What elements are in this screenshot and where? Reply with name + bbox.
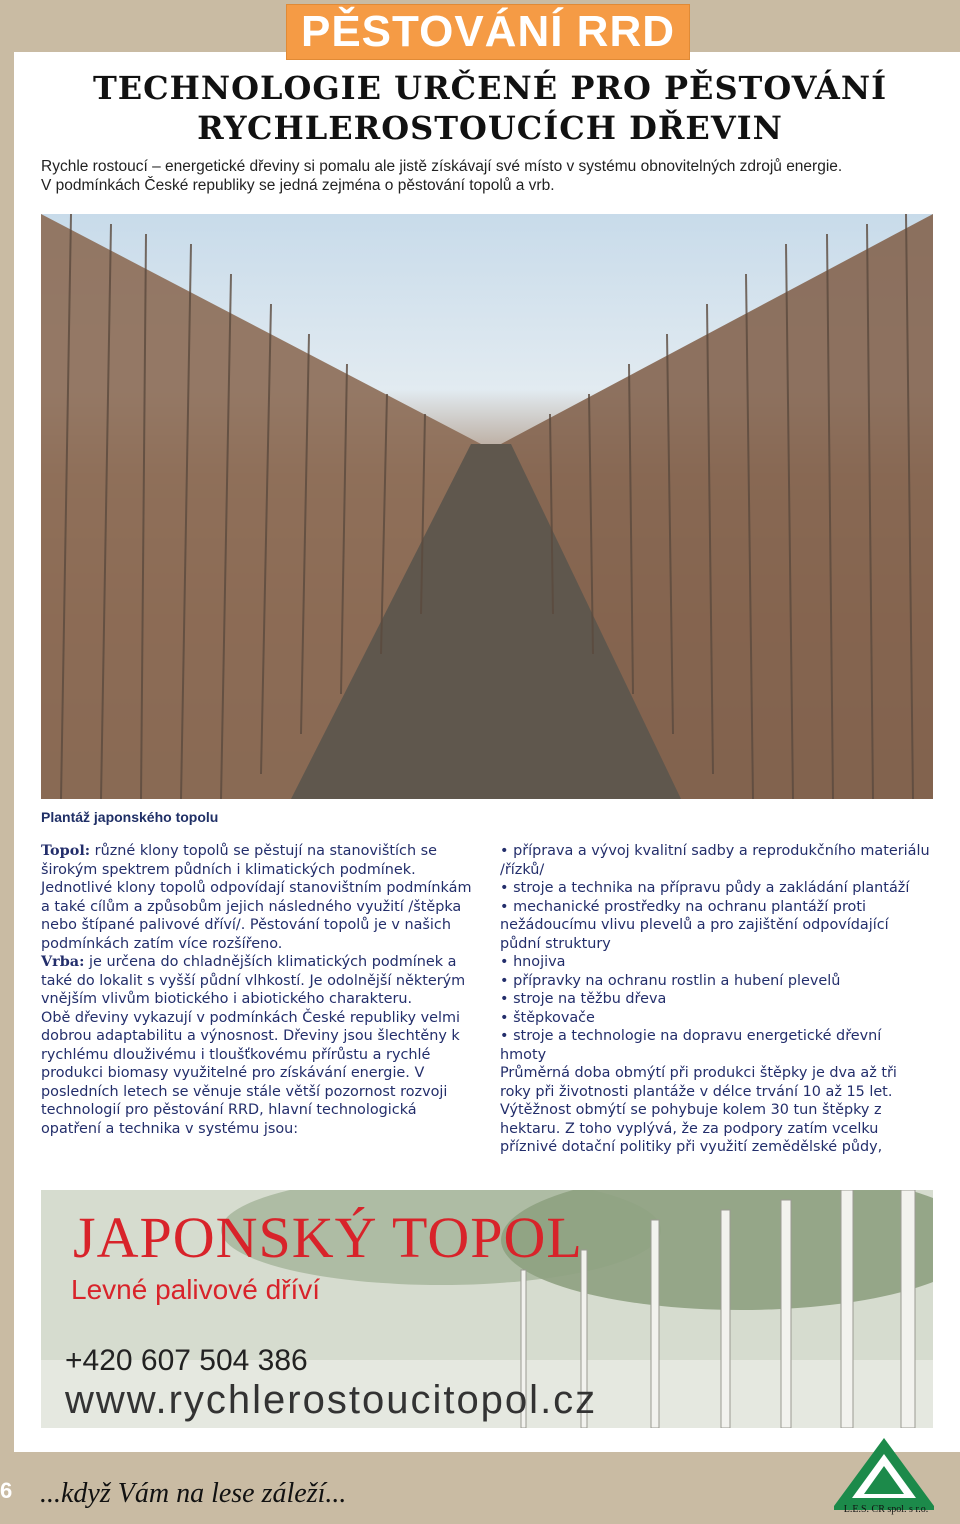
- intro-line-2: V podmínkách České republiky se jedná zejména o pěstování topolů a vrb.: [41, 177, 555, 194]
- closing-paragraph: Průměrná doba obmýtí při produkci štěpky je dva až tři roky při životnosti plantáže v délce trvání 10 až 15 let. Výtěžnost obmýtí se pohybuje kolem 30 tun štěpky z hektaru. Z toho vyplývá, že za podpory zatím vcelku příznivé dotační politiky při využití zemědělské půdy,: [500, 1065, 897, 1155]
- list-item: • přípravky na ochranu rostlin a hubení plevelů: [500, 972, 841, 989]
- page-number: 6: [0, 1478, 13, 1503]
- right-column: [500, 842, 930, 1157]
- paragraph-adaptability: Obě dřeviny vykazují v podmínkách České republiky velmi dobrou adaptabilitu a výnosnost. Dřeviny jsou šlechtěny k rychlému dlouživému i tloušťkovému přírůstu a rychlé produkci biomasy využitelné pro získávání energie. V posledních letech se věnuje stále větší pozornost rozvoji technologií pro pěstování RRD, hlavní technologická opatření a technika v systému jsou:: [41, 1009, 460, 1137]
- list-item: • štěpkovače: [500, 1009, 595, 1026]
- left-column: [41, 842, 481, 1138]
- list-item: • mechanické prostředky na ochranu plantáží proti nežádoucímu vlivu plevelů a pro zajištění odpovídající půdní struktury: [500, 898, 889, 952]
- logo-company-text: L.E.S. CR spol. s r.o.: [843, 1504, 929, 1515]
- ad-phone: +420 607 504 386: [65, 1344, 308, 1377]
- plantation-photo: [41, 214, 933, 799]
- ad-title: JAPONSKÝ TOPOL: [73, 1205, 583, 1270]
- title-line-1: TECHNOLOGIE URČENÉ PRO PĚSTOVÁNÍ: [92, 69, 888, 107]
- advertisement-banner: [41, 1190, 933, 1428]
- title-line-2: RYCHLEROSTOUCÍCH DŘEVIN: [197, 109, 783, 147]
- footer-slogan: ...když Vám na lese záleží...: [40, 1478, 347, 1509]
- term-topol: Topol:: [41, 842, 91, 859]
- intro-line-1: Rychle rostoucí – energetické dřeviny si pomalu ale jistě získávají své místo v systému obnovitelných zdrojů energie.: [41, 158, 843, 175]
- paragraph-topol: [41, 842, 481, 953]
- photo-caption: Plantáž japonského topolu: [41, 809, 219, 825]
- page-title: [60, 68, 920, 148]
- plantation-illustration: [41, 214, 933, 799]
- list-item: • stroje na těžbu dřeva: [500, 991, 667, 1007]
- intro-paragraph: [41, 157, 931, 195]
- term-vrba: Vrba:: [41, 953, 85, 970]
- list-item: • stroje a technika na přípravu půdy a zakládání plantáží: [500, 880, 910, 896]
- paragraph-vrba: [41, 953, 481, 1009]
- section-banner: PĚSTOVÁNÍ RRD: [286, 4, 690, 60]
- list-item: • příprava a vývoj kvalitní sadby a reprodukčního materiálu /řízků/: [500, 843, 930, 878]
- text-vrba: je určena do chladnějších klimatických podmínek a také do lokalit s vyšší půdní vlhkostí. Je odolnější některým vnějším vlivům biotického i abiotického charakteru.: [41, 954, 466, 1007]
- list-item: • stroje a technologie na dopravu energetické dřevní hmoty: [500, 1028, 882, 1063]
- ad-subtitle: Levné palivové dříví: [71, 1274, 321, 1305]
- list-item: • hnojiva: [500, 954, 566, 970]
- ad-website: www.rychlerostoucitopol.cz: [65, 1378, 598, 1422]
- text-topol: různé klony topolů se pěstují na stanovištích se širokým spektrem půdních i klimatických podmínek. Jednotlivé klony topolů odpovídají stanovištním podmínkám a také cílům a způsobům jejich následného využití /štěpka nebo štípané palivové dříví/. Pěstování topolů je v našich podmínkách zatím více rozšířeno.: [41, 843, 472, 952]
